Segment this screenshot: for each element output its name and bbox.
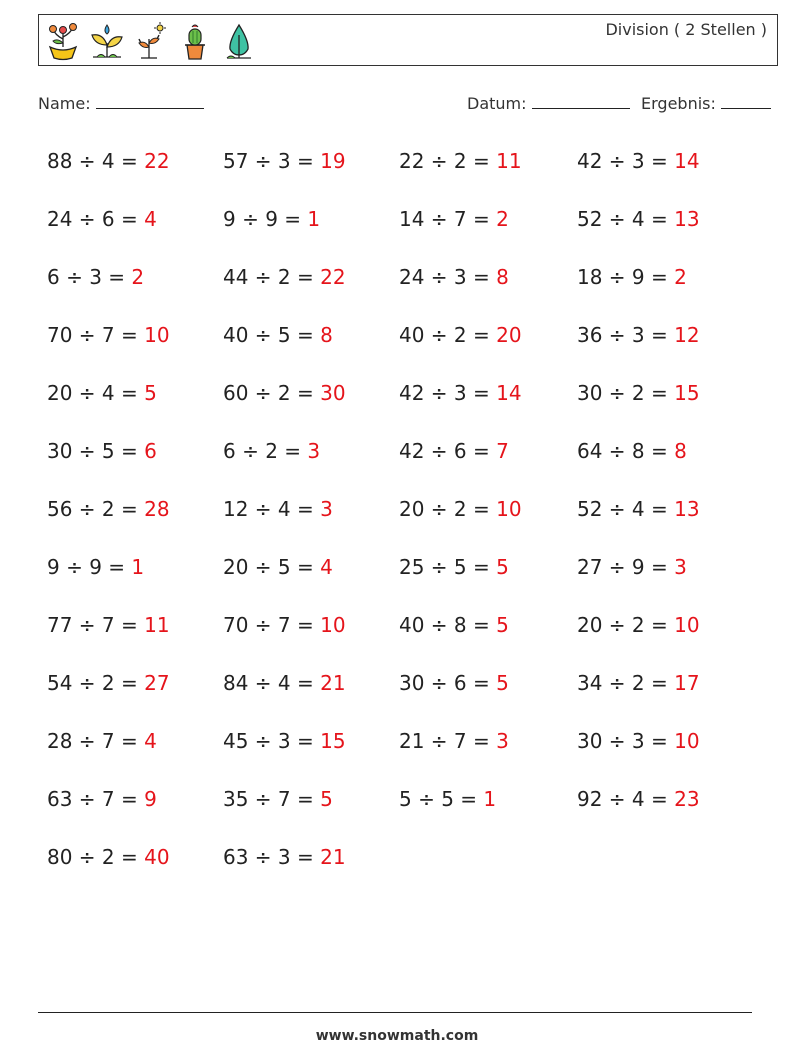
problem-question: 36 ÷ 3 = bbox=[577, 323, 668, 347]
problem-item bbox=[399, 258, 577, 316]
problem-item bbox=[577, 200, 767, 258]
problem-item bbox=[47, 374, 223, 432]
problem-item bbox=[577, 606, 767, 664]
problem-answer: 4 bbox=[320, 555, 333, 579]
problem-answer: 3 bbox=[307, 439, 321, 463]
problem-question: 40 ÷ 8 = bbox=[399, 613, 490, 637]
problem-question: 70 ÷ 7 = bbox=[47, 323, 138, 347]
problem-item bbox=[47, 316, 223, 374]
problem-item bbox=[399, 142, 577, 200]
name-field[interactable] bbox=[38, 94, 204, 113]
problem-answer: 7 bbox=[496, 439, 509, 463]
sun-sprout-icon bbox=[133, 21, 169, 61]
problem-question: 5 ÷ 5 = bbox=[399, 787, 478, 811]
problem-question: 9 ÷ 9 = bbox=[47, 555, 126, 579]
problem-answer: 12 bbox=[674, 323, 700, 347]
problem-answer: 22 bbox=[320, 265, 346, 289]
problem-answer: 5 bbox=[496, 613, 509, 637]
problem-item bbox=[47, 258, 223, 316]
problem-question: 52 ÷ 4 = bbox=[577, 207, 668, 231]
problem-item bbox=[577, 490, 767, 548]
problem-item bbox=[223, 838, 399, 896]
problem-item bbox=[223, 548, 399, 606]
name-line[interactable] bbox=[96, 94, 204, 109]
problem-item bbox=[223, 142, 399, 200]
problem-item bbox=[399, 722, 577, 780]
problem-item bbox=[577, 316, 767, 374]
problem-answer: 1 bbox=[483, 787, 497, 811]
problem-question: 42 ÷ 3 = bbox=[399, 381, 490, 405]
problem-item bbox=[399, 374, 577, 432]
problem-question: 54 ÷ 2 = bbox=[47, 671, 138, 695]
problem-item bbox=[47, 780, 223, 838]
problem-question: 34 ÷ 2 = bbox=[577, 671, 668, 695]
problem-answer: 8 bbox=[496, 265, 509, 289]
problem-item bbox=[577, 142, 767, 200]
problem-item bbox=[47, 838, 223, 896]
problem-question: 30 ÷ 6 = bbox=[399, 671, 490, 695]
tree-icon bbox=[221, 21, 257, 61]
problem-answer: 19 bbox=[320, 149, 346, 173]
problem-question: 42 ÷ 6 = bbox=[399, 439, 490, 463]
problem-question: 28 ÷ 7 = bbox=[47, 729, 138, 753]
problem-answer: 5 bbox=[496, 555, 509, 579]
problem-item bbox=[577, 374, 767, 432]
problem-question: 64 ÷ 8 = bbox=[577, 439, 668, 463]
problem-question: 44 ÷ 2 = bbox=[223, 265, 314, 289]
problem-question: 70 ÷ 7 = bbox=[223, 613, 314, 637]
problem-item bbox=[47, 142, 223, 200]
problem-item bbox=[577, 548, 767, 606]
problem-item bbox=[47, 490, 223, 548]
problem-answer: 15 bbox=[320, 729, 346, 753]
problem-item bbox=[47, 664, 223, 722]
problem-question: 88 ÷ 4 = bbox=[47, 149, 138, 173]
problem-item bbox=[399, 200, 577, 258]
problem-question: 56 ÷ 2 = bbox=[47, 497, 138, 521]
footer-url: www.snowmath.com bbox=[315, 1028, 479, 1044]
problem-item bbox=[577, 432, 767, 490]
problem-question: 40 ÷ 2 = bbox=[399, 323, 490, 347]
problem-answer: 40 bbox=[144, 845, 170, 869]
footer-divider bbox=[38, 1012, 752, 1013]
problem-question: 14 ÷ 7 = bbox=[399, 207, 490, 231]
problem-item bbox=[223, 432, 399, 490]
problem-answer: 3 bbox=[496, 729, 509, 753]
problem-item bbox=[223, 316, 399, 374]
worksheet-title: Division ( 2 Stellen ) bbox=[605, 20, 767, 39]
problem-item bbox=[47, 722, 223, 780]
problem-answer: 17 bbox=[674, 671, 700, 695]
problem-answer: 28 bbox=[144, 497, 170, 521]
problem-answer: 9 bbox=[144, 787, 157, 811]
problem-question: 12 ÷ 4 = bbox=[223, 497, 314, 521]
problem-item bbox=[399, 432, 577, 490]
problem-question: 24 ÷ 3 = bbox=[399, 265, 490, 289]
problem-question: 9 ÷ 9 = bbox=[223, 207, 302, 231]
score-field[interactable] bbox=[641, 94, 771, 113]
problem-item bbox=[399, 606, 577, 664]
name-label: Name: bbox=[38, 94, 91, 113]
problem-answer: 2 bbox=[131, 265, 145, 289]
problem-answer: 1 bbox=[131, 555, 145, 579]
problem-answer: 2 bbox=[496, 207, 509, 231]
problem-answer: 15 bbox=[674, 381, 700, 405]
problem-question: 20 ÷ 5 = bbox=[223, 555, 314, 579]
problem-answer: 8 bbox=[320, 323, 333, 347]
problem-question: 24 ÷ 6 = bbox=[47, 207, 138, 231]
problem-answer: 10 bbox=[496, 497, 522, 521]
problem-item bbox=[399, 664, 577, 722]
problem-answer: 10 bbox=[674, 729, 700, 753]
problem-item bbox=[47, 548, 223, 606]
problem-question: 22 ÷ 2 = bbox=[399, 149, 490, 173]
problem-question: 25 ÷ 5 = bbox=[399, 555, 490, 579]
problem-item bbox=[223, 258, 399, 316]
date-line[interactable] bbox=[532, 94, 630, 109]
problem-answer: 22 bbox=[144, 149, 170, 173]
problem-question: 57 ÷ 3 = bbox=[223, 149, 314, 173]
problem-question: 21 ÷ 7 = bbox=[399, 729, 490, 753]
problem-answer: 4 bbox=[144, 207, 157, 231]
problem-question: 63 ÷ 7 = bbox=[47, 787, 138, 811]
problem-answer: 1 bbox=[307, 207, 321, 231]
problem-question: 20 ÷ 2 = bbox=[399, 497, 490, 521]
problem-item bbox=[223, 374, 399, 432]
problem-question: 6 ÷ 3 = bbox=[47, 265, 126, 289]
problem-answer: 8 bbox=[674, 439, 687, 463]
problem-grid bbox=[47, 142, 767, 896]
problem-answer: 21 bbox=[320, 845, 346, 869]
cactus-icon bbox=[177, 21, 213, 61]
problem-question: 80 ÷ 2 = bbox=[47, 845, 138, 869]
problem-answer: 20 bbox=[496, 323, 522, 347]
problem-question: 84 ÷ 4 = bbox=[223, 671, 314, 695]
problem-item bbox=[223, 664, 399, 722]
problem-item bbox=[47, 606, 223, 664]
problem-answer: 3 bbox=[674, 555, 687, 579]
problem-answer: 14 bbox=[496, 381, 522, 405]
problem-question: 92 ÷ 4 = bbox=[577, 787, 668, 811]
problem-item bbox=[223, 780, 399, 838]
problem-item bbox=[577, 664, 767, 722]
problem-answer: 5 bbox=[496, 671, 509, 695]
problem-question: 27 ÷ 9 = bbox=[577, 555, 668, 579]
problem-answer: 5 bbox=[320, 787, 333, 811]
problem-question: 30 ÷ 3 = bbox=[577, 729, 668, 753]
problem-item bbox=[399, 548, 577, 606]
problem-question: 45 ÷ 3 = bbox=[223, 729, 314, 753]
watered-plant-icon bbox=[89, 21, 125, 61]
problem-item bbox=[399, 316, 577, 374]
date-label: Datum: bbox=[467, 94, 527, 113]
problem-answer: 13 bbox=[674, 207, 700, 231]
problem-question: 52 ÷ 4 = bbox=[577, 497, 668, 521]
problem-question: 30 ÷ 5 = bbox=[47, 439, 138, 463]
problem-answer: 2 bbox=[674, 265, 687, 289]
problem-question: 35 ÷ 7 = bbox=[223, 787, 314, 811]
problem-answer: 13 bbox=[674, 497, 700, 521]
problem-question: 77 ÷ 7 = bbox=[47, 613, 138, 637]
score-line[interactable] bbox=[721, 94, 771, 109]
header-box bbox=[38, 14, 778, 66]
problem-question: 6 ÷ 2 = bbox=[223, 439, 302, 463]
flower-pot-icon bbox=[45, 21, 81, 61]
problem-answer: 10 bbox=[674, 613, 700, 637]
problem-answer: 3 bbox=[320, 497, 333, 521]
problem-question: 20 ÷ 2 = bbox=[577, 613, 668, 637]
problem-answer: 10 bbox=[320, 613, 346, 637]
problem-answer: 30 bbox=[320, 381, 346, 405]
problem-question: 18 ÷ 9 = bbox=[577, 265, 668, 289]
problem-question: 30 ÷ 2 = bbox=[577, 381, 668, 405]
date-field[interactable] bbox=[467, 94, 630, 113]
problem-item bbox=[223, 606, 399, 664]
problem-question: 63 ÷ 3 = bbox=[223, 845, 314, 869]
problem-answer: 6 bbox=[144, 439, 157, 463]
icon-strip bbox=[45, 21, 257, 61]
problem-question: 20 ÷ 4 = bbox=[47, 381, 138, 405]
problem-answer: 21 bbox=[320, 671, 346, 695]
problem-answer: 11 bbox=[144, 613, 170, 637]
problem-item bbox=[223, 722, 399, 780]
problem-item bbox=[577, 258, 767, 316]
problem-answer: 23 bbox=[674, 787, 700, 811]
problem-answer: 4 bbox=[144, 729, 157, 753]
problem-question: 40 ÷ 5 = bbox=[223, 323, 314, 347]
problem-answer: 5 bbox=[144, 381, 157, 405]
problem-answer: 10 bbox=[144, 323, 170, 347]
problem-item bbox=[577, 722, 767, 780]
problem-question: 42 ÷ 3 = bbox=[577, 149, 668, 173]
problem-question: 60 ÷ 2 = bbox=[223, 381, 314, 405]
problem-item bbox=[47, 200, 223, 258]
problem-answer: 27 bbox=[144, 671, 170, 695]
problem-item bbox=[399, 490, 577, 548]
problem-item bbox=[577, 780, 767, 838]
score-label: Ergebnis: bbox=[641, 94, 716, 113]
problem-item bbox=[399, 780, 577, 838]
problem-item bbox=[223, 490, 399, 548]
problem-answer: 14 bbox=[674, 149, 700, 173]
problem-item bbox=[223, 200, 399, 258]
problem-answer: 11 bbox=[496, 149, 522, 173]
problem-item bbox=[47, 432, 223, 490]
